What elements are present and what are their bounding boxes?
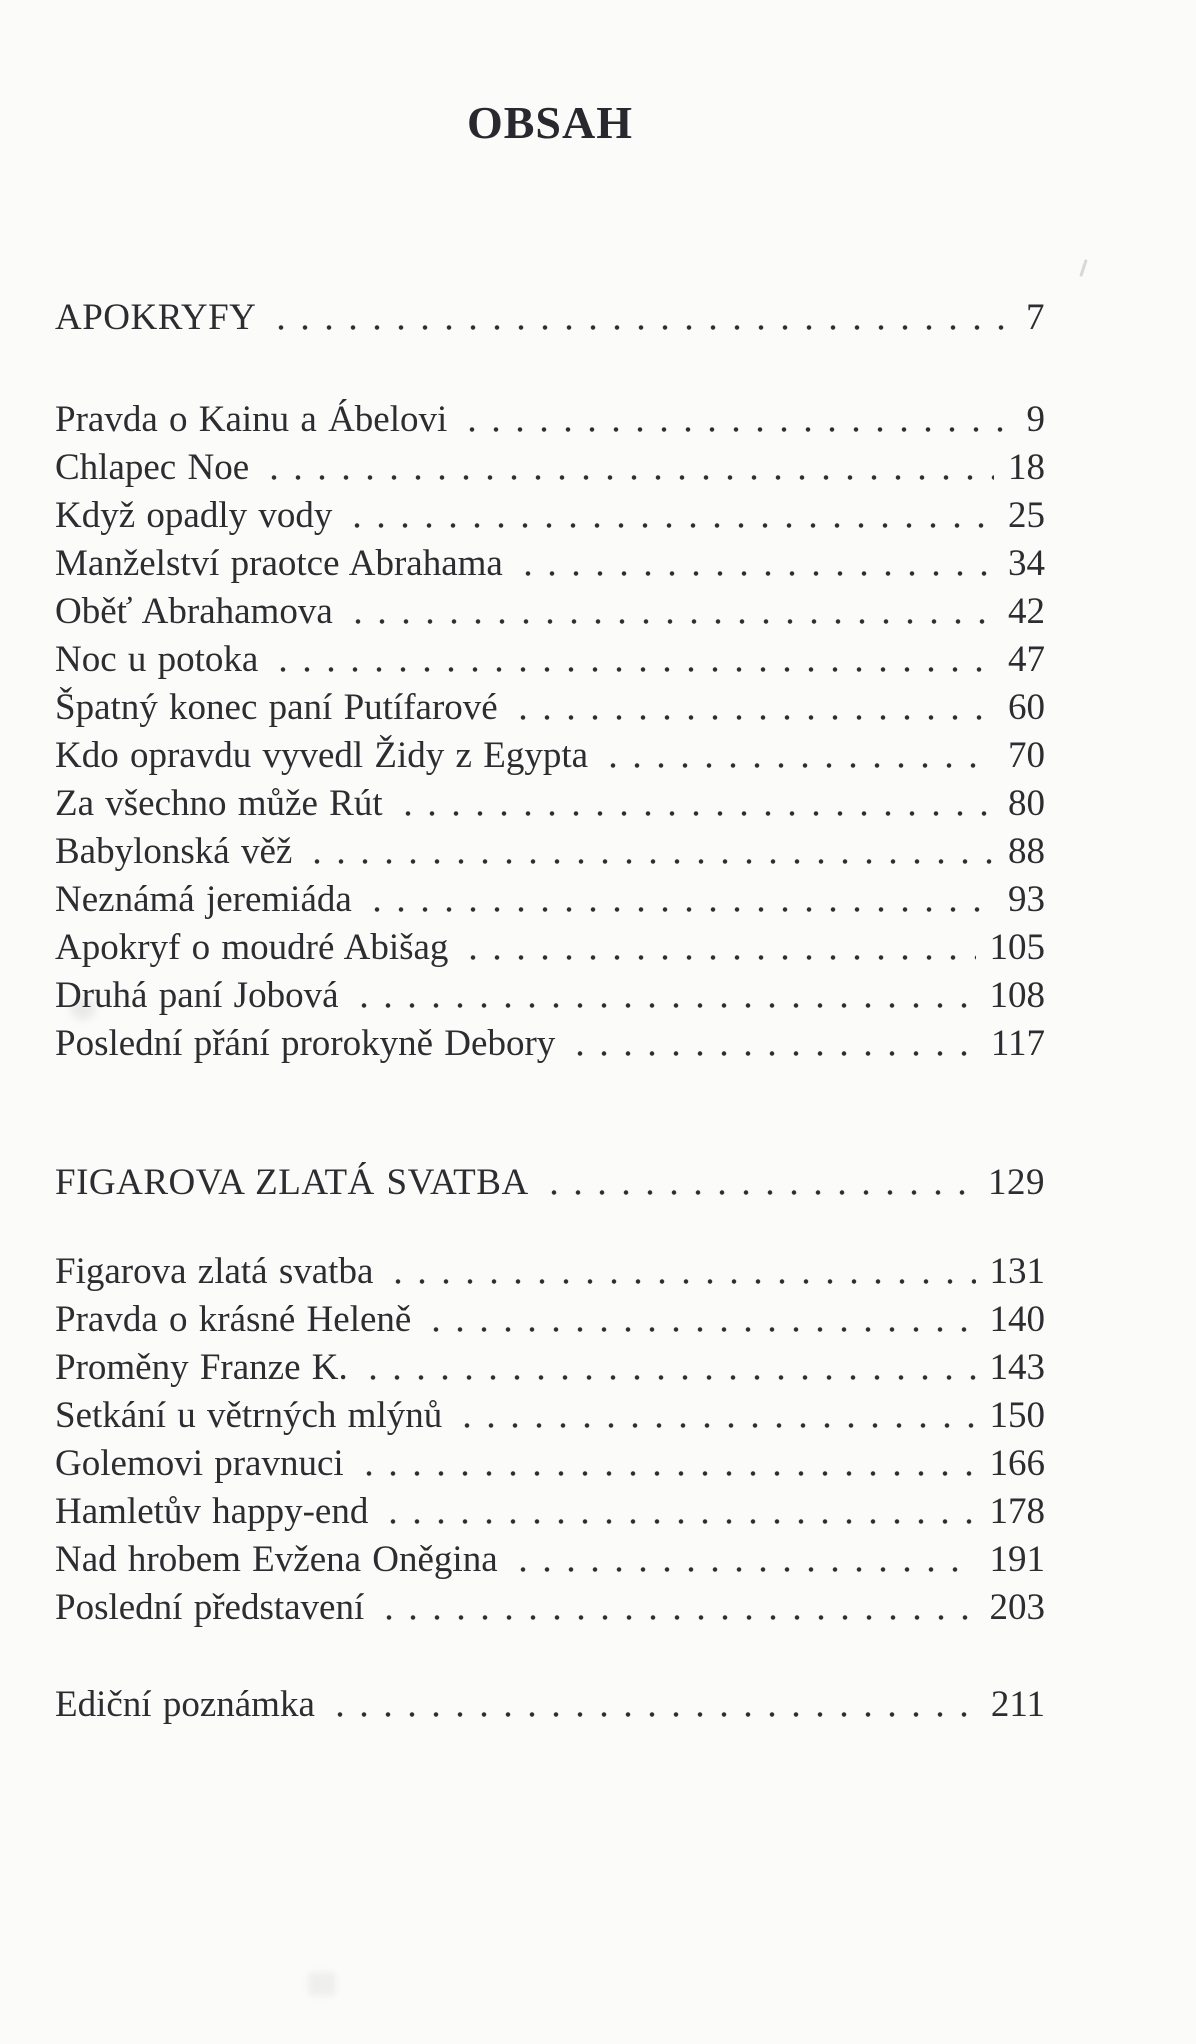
section-heading-label: FIGAROVA ZLATÁ SVATBA bbox=[55, 1162, 529, 1203]
section-entries bbox=[55, 1248, 1045, 1632]
dot-leader bbox=[542, 1159, 974, 1207]
entry-label: Když opadly vody bbox=[55, 495, 333, 536]
page-number: 108 bbox=[989, 975, 1045, 1016]
dot-leader bbox=[357, 1440, 976, 1488]
page-number: 70 bbox=[1008, 735, 1045, 776]
page-number: 203 bbox=[989, 1587, 1045, 1628]
dot-leader bbox=[346, 588, 994, 636]
entry-label: Golemovi pravnuci bbox=[55, 1443, 344, 1484]
dot-leader bbox=[511, 1536, 976, 1584]
entry-label: Noc u potoka bbox=[55, 639, 259, 680]
toc-entry bbox=[55, 636, 1045, 684]
page-number: 105 bbox=[989, 927, 1045, 968]
toc-entry bbox=[55, 1488, 1045, 1536]
dot-leader bbox=[568, 1020, 977, 1068]
toc-entry bbox=[55, 1584, 1045, 1632]
dot-leader bbox=[516, 540, 994, 588]
page-number: 143 bbox=[989, 1347, 1045, 1388]
entry-label: Figarova zlatá svatba bbox=[55, 1251, 374, 1292]
toc-entry bbox=[55, 1392, 1045, 1440]
dot-leader bbox=[396, 780, 994, 828]
page-number: 34 bbox=[1008, 543, 1045, 584]
toc-entry bbox=[55, 1440, 1045, 1488]
dot-leader bbox=[601, 732, 994, 780]
dot-leader bbox=[461, 924, 975, 972]
toc-entry bbox=[55, 1681, 1045, 1729]
page-number: 88 bbox=[1008, 831, 1045, 872]
toc-entry bbox=[55, 780, 1045, 828]
scan-artifact-smudge bbox=[308, 1972, 336, 1996]
entry-label: Poslední představení bbox=[55, 1587, 365, 1628]
section-heading bbox=[55, 1159, 1045, 1207]
dot-leader bbox=[271, 636, 994, 684]
dot-leader bbox=[377, 1584, 975, 1632]
section-heading-label: APOKRYFY bbox=[55, 297, 257, 338]
page-number: 150 bbox=[989, 1395, 1045, 1436]
entry-label: Neznámá jeremiáda bbox=[55, 879, 352, 920]
page-number: 178 bbox=[989, 1491, 1045, 1532]
toc-entry bbox=[55, 540, 1045, 588]
dot-leader bbox=[365, 876, 994, 924]
entry-label: Pravda o Kainu a Ábelovi bbox=[55, 399, 448, 440]
toc-entry bbox=[55, 684, 1045, 732]
dot-leader bbox=[352, 972, 976, 1020]
dot-leader bbox=[361, 1344, 976, 1392]
entry-label: Pravda o krásné Heleně bbox=[55, 1299, 412, 1340]
entry-label: Proměny Franze K. bbox=[55, 1347, 348, 1388]
toc-entry bbox=[55, 1296, 1045, 1344]
dot-leader bbox=[345, 492, 994, 540]
entry-label: Ediční poznámka bbox=[55, 1684, 315, 1725]
entry-label: Nad hrobem Evžena Oněgina bbox=[55, 1539, 498, 1580]
toc-entry bbox=[55, 732, 1045, 780]
toc-entry bbox=[55, 1020, 1045, 1068]
dot-leader bbox=[328, 1681, 977, 1729]
section-entries bbox=[55, 396, 1045, 1068]
page-number: 166 bbox=[989, 1443, 1045, 1484]
page-number: 131 bbox=[989, 1251, 1045, 1292]
dot-leader bbox=[455, 1392, 975, 1440]
toc-entry bbox=[55, 972, 1045, 1020]
toc-entry bbox=[55, 588, 1045, 636]
dot-leader bbox=[269, 294, 1012, 342]
page-number: 191 bbox=[989, 1539, 1045, 1580]
page-number: 60 bbox=[1008, 687, 1045, 728]
page-title: OBSAH bbox=[466, 97, 634, 148]
dot-leader bbox=[511, 684, 994, 732]
toc-entry bbox=[55, 444, 1045, 492]
toc-entry bbox=[55, 1344, 1045, 1392]
entry-label: Poslední přání prorokyně Debory bbox=[55, 1023, 556, 1064]
page-number: 129 bbox=[988, 1162, 1045, 1203]
toc-entry bbox=[55, 876, 1045, 924]
page-number: 140 bbox=[989, 1299, 1045, 1340]
page-number: 211 bbox=[990, 1684, 1045, 1725]
page-number: 117 bbox=[990, 1023, 1045, 1064]
page-number: 18 bbox=[1008, 447, 1045, 488]
page-number: 93 bbox=[1008, 879, 1045, 920]
dot-leader bbox=[460, 396, 1012, 444]
page-number: 80 bbox=[1008, 783, 1045, 824]
dot-leader bbox=[305, 828, 994, 876]
entry-label: Druhá paní Jobová bbox=[55, 975, 339, 1016]
toc-entry bbox=[55, 828, 1045, 876]
page-number: 7 bbox=[1026, 297, 1045, 338]
entry-label: Za všechno může Rút bbox=[55, 783, 383, 824]
entry-label: Chlapec Noe bbox=[55, 447, 250, 488]
section-heading bbox=[55, 294, 1045, 342]
page-number: 9 bbox=[1026, 399, 1045, 440]
toc-content bbox=[55, 0, 1045, 1729]
entry-label: Babylonská věž bbox=[55, 831, 293, 872]
toc-entry bbox=[55, 396, 1045, 444]
toc-entry bbox=[55, 924, 1045, 972]
entry-label: Manželství praotce Abrahama bbox=[55, 543, 503, 584]
entry-label: Oběť Abrahamova bbox=[55, 591, 333, 632]
dot-leader bbox=[386, 1248, 975, 1296]
dot-leader bbox=[424, 1296, 975, 1344]
entry-label: Hamletův happy-end bbox=[55, 1491, 369, 1532]
page-number: 47 bbox=[1008, 639, 1045, 680]
entry-label: Kdo opravdu vyvedl Židy z Egypta bbox=[55, 735, 589, 776]
page-number: 42 bbox=[1008, 591, 1045, 632]
toc-entry bbox=[55, 1536, 1045, 1584]
toc-entry bbox=[55, 1248, 1045, 1296]
page-number: 25 bbox=[1008, 495, 1045, 536]
entry-label: Špatný konec paní Putífarové bbox=[55, 687, 498, 728]
scan-artifact-tick bbox=[1079, 259, 1087, 277]
dot-leader bbox=[381, 1488, 975, 1536]
entry-label: Apokryf o moudré Abišag bbox=[55, 927, 449, 968]
toc-entry bbox=[55, 492, 1045, 540]
entry-label: Setkání u větrných mlýnů bbox=[55, 1395, 443, 1436]
dot-leader bbox=[262, 444, 994, 492]
